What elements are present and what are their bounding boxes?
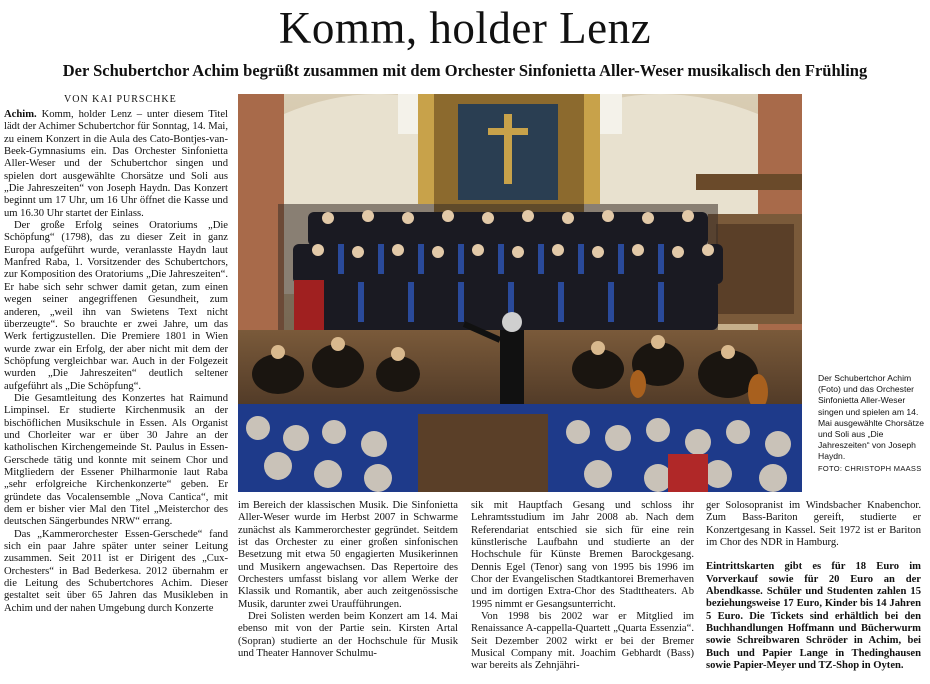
paragraph: Drei Solisten werden beim Konzert am 14. Mai ebenso mit von der Partie sein. Kirsten Artal (Sopran) studierte an der Hochschule für Musik und Theater Hannover Schulmu- bbox=[238, 611, 458, 660]
church-concert-illustration bbox=[238, 94, 802, 492]
paragraph: Der große Erfolg seines Oratoriums „Die Schöpfung“ (1798), das zu dieser Zeit in ganz Europa aufgeführt wurde, veranlasste Haydn laut Manfred Raba, 1. Vorsitzender des Schubertchors, zur Komposition des Oratoriums „Die Jahreszeiten“. Er habe sich sehr schwer damit getan, zum einen wegen seiner angegriffenen Gesundheit, zum anderen, „weil ihn van Swietens Text nicht überzeugte“. So brauchte er zwei Jahre, um das Werk fertigzustellen. Die Premiere 1801 in Wien wurde zwar ein Erfolg, der aber nicht mit dem der Schöpfung vergleichbar war. Auch in der Folgezeit wurden „Die Jahreszeiten“ deutlich seltener aufgeführt als „Die Schöpfung“. bbox=[4, 220, 228, 392]
text-column-4 bbox=[706, 500, 921, 672]
text-column-3 bbox=[471, 500, 694, 673]
paragraph: ger Solosopranist im Windsbacher Knabenchor. Zum Bass-Bariton gereift, studierte er Konzertgesang in Kassel. Seit 1972 ist er Bariton im Chor des NDR in Hamburg. bbox=[706, 500, 921, 549]
paragraph bbox=[4, 109, 228, 220]
dateline: Achim. bbox=[4, 109, 37, 120]
ticket-info: Eintrittskarten gibt es für 18 Euro im Vorverkauf sowie für 20 Euro an der Abendkasse. Schüler und Studenten zahlen 15 beziehungsweise 17 Euro, Kinder bis 14 Jahren 5 Euro. Die Tickets sind erhältlich bei den Buchhandlungen Hoffmann und Bücherwurm sowie Schreibwaren Schröder in Achim, bei Buch und Papier Lange in Thedinghausen sowie Papier-Meyer und TZ-Shop in Oyten. bbox=[706, 561, 921, 672]
choir-photo bbox=[238, 94, 802, 492]
paragraph-text: Komm, holder Lenz – unter diesem Titel lädt der Achimer Schubertchor für Sonntag, 14. Mai, zu einem Konzert in die Aula des Cato-Bontjes-van-Beek-Gymnasiums ein. Das Orchester Sinfonietta Aller-Weser und der Schubertchor singen und spielen dort ausgewählte Chorsätze und Soli aus „Die Jahreszeiten“ von Joseph Haydn. Das Konzert beginnt um 17 Uhr, um 16 Uhr öffnet die Kasse und um 16.30 Uhr startet der Einlass. bbox=[4, 109, 228, 219]
photo-credit: FOTO: CHRISTOPH MAASS bbox=[818, 463, 922, 473]
text-column-2 bbox=[238, 500, 458, 660]
paragraph: Von 1998 bis 2002 war er Mitglied im Renaissance A-cappella-Quartett „Quarta Essenzia“. Seit Dezember 2002 wirkt er bei der Bremer Musical Company mit. Joachim Gebhardt (Bass) war bereits als Zehnjähri- bbox=[471, 611, 694, 672]
photo-caption bbox=[818, 373, 926, 474]
byline: VON KAI PURSCHKE bbox=[64, 94, 177, 105]
article-headline: Komm, holder Lenz bbox=[278, 3, 652, 53]
article-subheadline: Der Schubertchor Achim begrüßt zusammen mit dem Orchester Sinfonietta Aller-Weser musikalisch den Frühling bbox=[62, 61, 868, 80]
paragraph: Die Gesamtleitung des Konzertes hat Raimund Limpinsel. Er studierte Kirchenmusik an der bischöflichen Musikschule in Essen. Als Organist und Chorleiter war er über 30 Jahre an der katholischen Kirchengemeinde St. Paulus in Essen-Gerschede tätig und konnte mit seinem Chor und Mitgliedern der Essener Philharmonie laut Raba „sehr erfolgreiche Kirchenkonzerte“ geben. Er gründete das Vocalensemble „Nova Cantica“, mit dem er bisher vier Mal den Titel „Meisterchor des deutschen Sängerbundes NRW“ errang. bbox=[4, 392, 228, 528]
text-column-1 bbox=[4, 109, 228, 615]
paragraph: im Bereich der klassischen Musik. Die Sinfonietta Aller-Weser wurde im Herbst 2007 in Schwarme zunächst als Kammerorchester gegründet. Seitdem ist das Orchester zu einer großen sinfonischen Besetzung mit etwa 50 engagierten Musikerinnen und Musikern angewachsen. Das Repertoire des Orchesters umfasst bislang vor allem Werke der Klassik und Romantik, aber auch zeitgenössische Musik, darunter zwei Uraufführungen. bbox=[238, 500, 458, 610]
paragraph: Das „Kammerorchester Essen-Gerschede“ fand sich ein paar Jahre später unter seiner Leitung zusammen. Seit 2011 ist er Dirigent des „Cux-Orchesters“ in Bad Bederkesa. 2012 übernahm er die Leitung des Schubertchores Achim. Dieser gestaltet seit über 65 Jahren das Musikleben in Achim und der nahen Umgebung durch Konzerte bbox=[4, 528, 228, 614]
paragraph: sik mit Hauptfach Gesang und schloss ihr Lehramtsstudium im Jahr 2008 ab. Nach dem Referendariat entschied sie sich für eine rein künstlerische Laufbahn und studierte an der Hochschule für Künste Bremen Barockgesang. Dennis Egel (Tenor) sang von 1995 bis 1996 im Chor der Evangelischen Stadtkantorei Bremerhaven und im dortigen Extra-Chor des Stadttheaters. Ab 1995 nimmt er Gesangsunterricht. bbox=[471, 500, 694, 610]
caption-text: Der Schubertchor Achim (Foto) und das Orchester Sinfonietta Aller-Weser singen und spielen am 14. Mai ausgewählte Chorsätze und Soli aus „Die Jahreszeiten“ von Joseph Haydn. bbox=[818, 373, 925, 462]
